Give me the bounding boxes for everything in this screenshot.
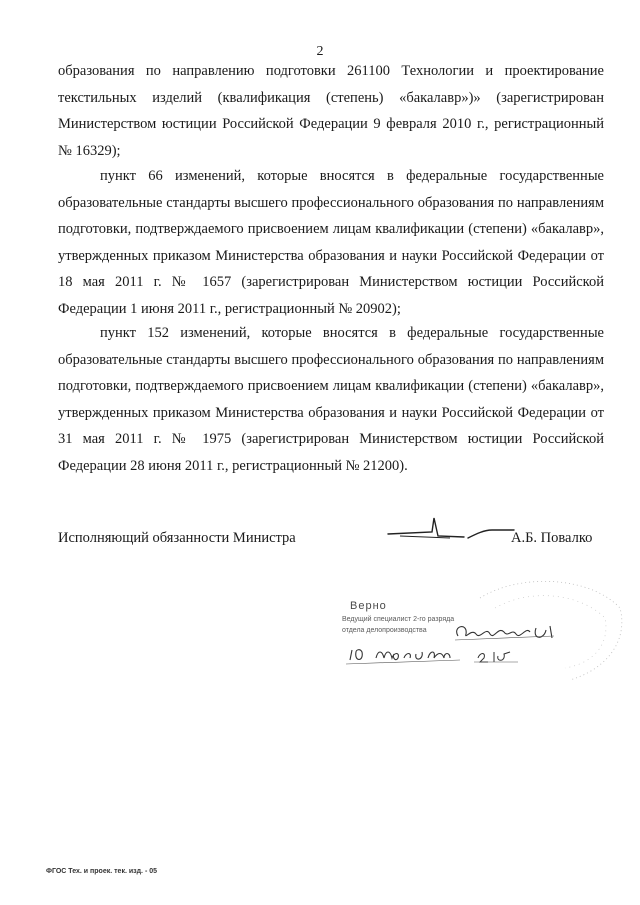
signer-title: Исполняющий обязанности Министра: [58, 530, 296, 546]
signer-name: А.Б. Повалко: [511, 530, 593, 546]
paragraph-2: [58, 163, 604, 322]
paragraph-text: образования по направлению подготовки 261100 Технологии и проектирование текстильных изделий (квалификация (степень) «бакалавр»)» (зарегистрирован Министерством юстиции Российской Федерации 9 февраля 2010 г., регистрационный № 16329);: [58, 63, 604, 159]
paragraph-1: [58, 58, 604, 164]
certification-stamp: [340, 596, 580, 676]
paragraph-text: пункт 152 изменений, которые вносятся в федеральные государственные образовательные стандарты высшего профессионального образования по направлениям подготовки, подтверждаемого присвоением лицам квалификации (степени) «бакалавр», утвержденных приказом Министерства образования и науки Российской Федерации от 31 мая 2011 г. № 1975 (зарегистрирован Министерством юстиции Российской Федерации 28 июня 2011 г., регистрационный № 21200).: [58, 325, 604, 474]
stamp-position-line: Ведущий специалист 2-го разряда: [342, 616, 455, 623]
signature-icon: [380, 512, 515, 552]
stamp-department-line: отдела делопроизводства: [342, 627, 427, 634]
paragraph-text: пункт 66 изменений, которые вносятся в федеральные государственные образовательные стандарты высшего профессионального образования по направлениям подготовки, подтверждаемого присвоением лицам квалификации (степени) «бакалавр», утвержденных приказом Министерства образования и науки Российской Федерации от 18 мая 2011 г. № 1657 (зарегистрирован Министерством юстиции Российской Федерации 1 июня 2011 г., регистрационный № 20902);: [58, 168, 604, 317]
stamp-verno: Верно: [350, 600, 387, 612]
handwritten-signature-icon: [340, 596, 580, 676]
paragraph-3: [58, 320, 604, 479]
footer-code: ФГОС Тех. и проек. тек. изд. - 05: [46, 868, 158, 875]
page-number: 2: [316, 44, 324, 59]
